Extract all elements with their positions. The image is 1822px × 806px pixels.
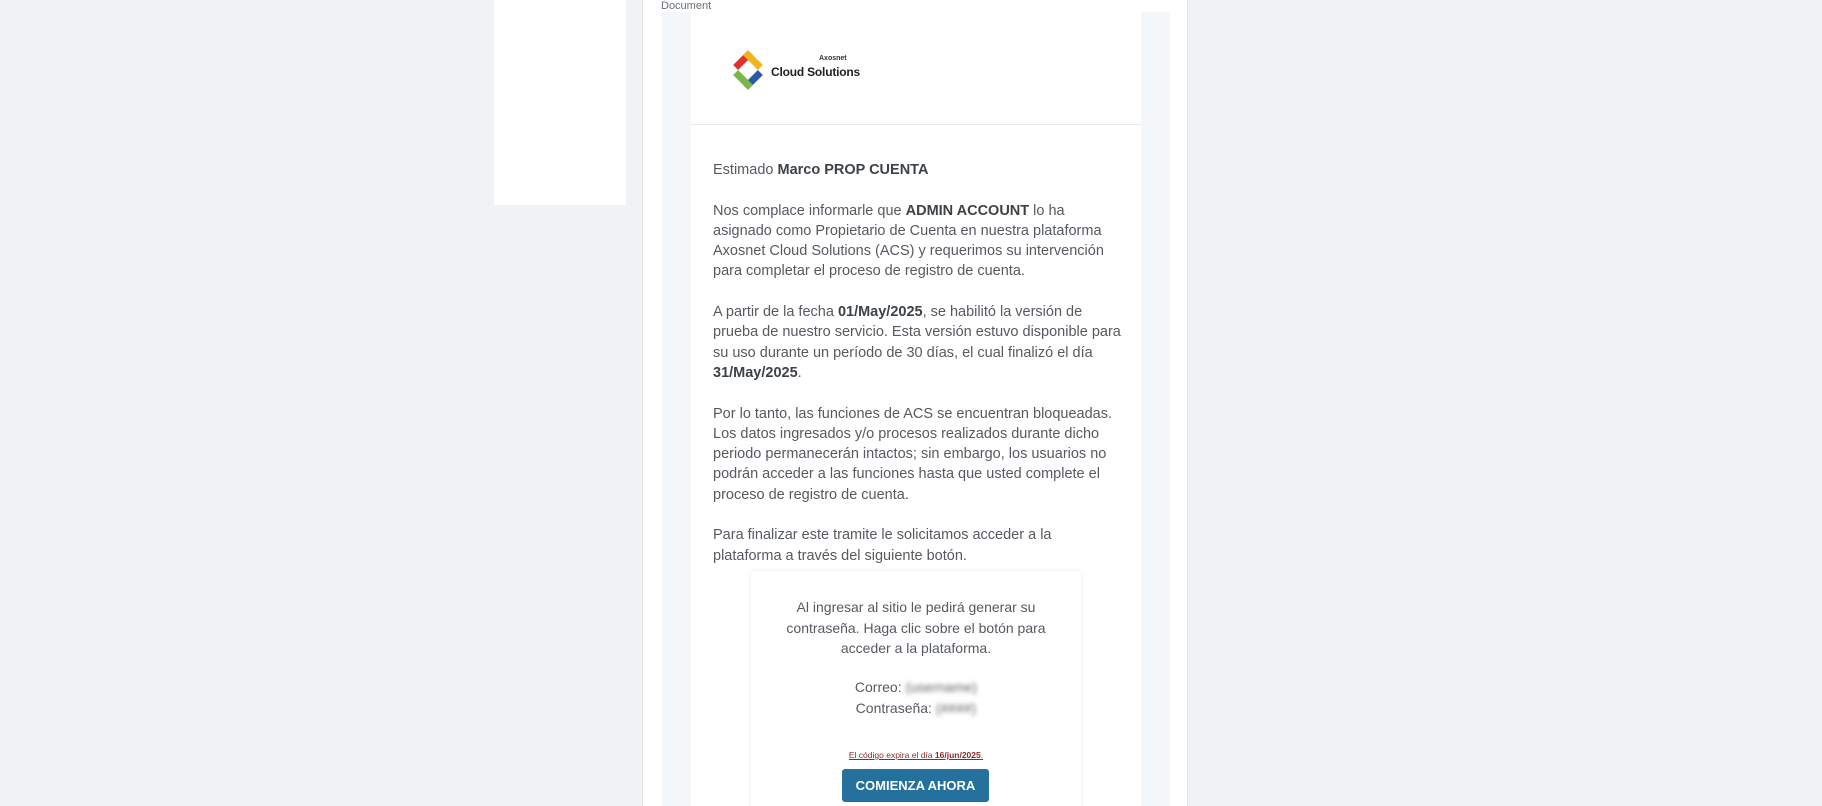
password-credential (751, 698, 1081, 719)
email-body (713, 160, 1121, 586)
access-message: Al ingresar al sitio le pedirá generar su contraseña. Haga clic sobre el botón para acceder a la plataforma. (786, 599, 1046, 656)
trial-start-date: 01/May/2025 (837, 304, 923, 321)
access-box (751, 571, 1081, 806)
left-panel (494, 0, 626, 205)
email-credential (751, 677, 1081, 698)
code-expiration-link[interactable] (751, 745, 1081, 766)
expire-prefix: El código expira el día (848, 750, 935, 760)
email-card (691, 12, 1141, 806)
diamond-logo-icon (727, 48, 769, 92)
greeting (713, 160, 1121, 180)
expire-suffix: . (980, 750, 984, 760)
password-label: Contraseña: (855, 699, 936, 716)
trial-end-date: 31/May/2025 (713, 364, 798, 381)
document-label: Document (661, 0, 712, 12)
p1-text-b: lo ha asignado como Propietario de Cuenta en nuestra plataforma Axosnet Cloud Solutions (ACS) y requerimos su intervención para completar el proceso de registro de cuenta. (713, 202, 1104, 280)
paragraph-blocked: Por lo tanto, las funciones de ACS se encuentran bloqueadas. Los datos ingresados y/o procesos realizados durante dicho periodo permanecerán intactos; sin embargo, los usuarios no podrán acceder a las funciones hasta que usted complete el proceso de registro de cuenta. (713, 405, 1113, 503)
start-now-button[interactable]: COMIENZA AHORA (842, 769, 989, 802)
email-label: Correo: (854, 679, 906, 695)
p2-text-a: A partir de la fecha (713, 304, 838, 321)
admin-account: ADMIN ACCOUNT (905, 202, 1030, 219)
p2-text-b: , se habilitó la versión de prueba de nuestro servicio. Esta versión estuvo disponible para su uso durante un período de 30 días, el cual finalizó el día (713, 304, 1121, 361)
recipient-name: Marco PROP CUENTA (777, 162, 929, 178)
email-header (691, 12, 1141, 125)
p2-text-c: . (797, 364, 802, 381)
paragraph-assignment (713, 201, 1121, 282)
paragraph-trial (713, 302, 1121, 383)
p1-text-a: Nos complace informarle que (713, 202, 906, 219)
paragraph-instructions: Para finalizar este tramite le solicitamos acceder a la plataforma a través del siguiente botón. (713, 527, 1052, 564)
logo-brand-small: Axosnet (819, 55, 847, 62)
expire-date: 16/jun/2025 (934, 750, 981, 760)
password-value: (####) (935, 699, 977, 716)
email-value: (username) (905, 679, 978, 695)
greeting-prefix: Estimado (713, 162, 778, 178)
axosnet-logo (727, 48, 867, 92)
logo-brand-big: Cloud Solutions (771, 65, 860, 79)
credentials (751, 677, 1081, 718)
